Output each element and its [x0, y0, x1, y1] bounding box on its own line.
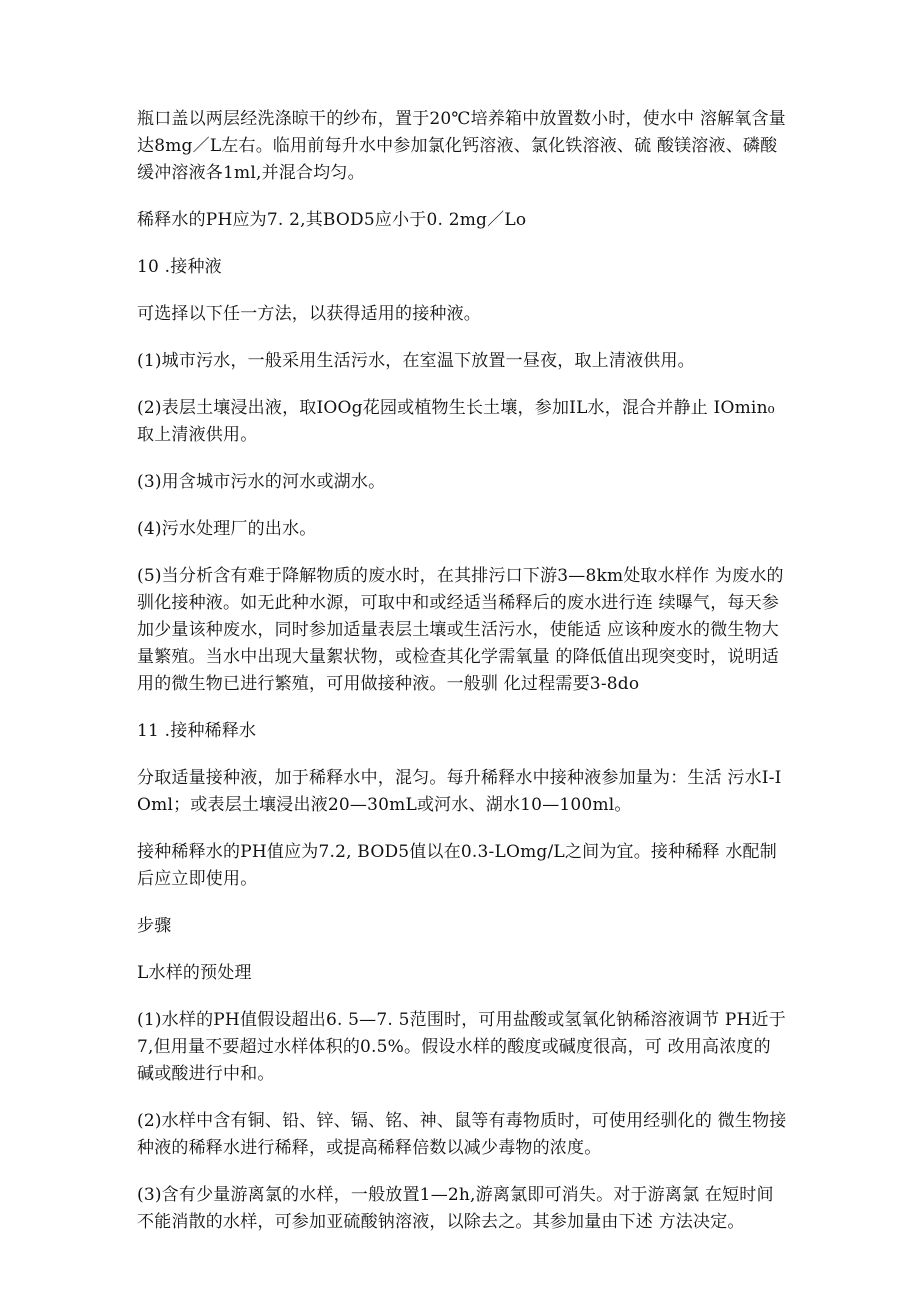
list-item-inoculum-2: (2)表层土壤浸出液，取IOOg花园或植物生长土壤，参加IL水，混合并静止 IOmin₀取上清液供用。: [137, 398, 775, 445]
list-item-pretreatment-2: (2)水样中含有铜、铅、锌、镉、铭、神、鼠等有毒物质时，可使用经驯化的 微生物接种液的稀释水进行稀释，或提高稀释倍数以减少毒物的浓度。: [137, 1111, 787, 1158]
list-item-pretreatment-3: (3)含有少量游离氯的水样，一般放置1—2h,游离氯即可消失。对于游离氯 在短时间不能消散的水样，可参加亚硫酸钠溶液，以除去之。其参加量由下述 方法决定。: [137, 1185, 774, 1232]
list-item-inoculum-3: (3)用含城市污水的河水或湖水。: [137, 472, 386, 492]
section-heading-sample-pretreatment: L水样的预处理: [137, 963, 252, 983]
paragraph-dilution-water-prep: 瓶口盖以两层经洗涤晾干的纱布，置于20℃培养箱中放置数小时，使水中 溶解氧含量达8mg／L左右。临用前每升水中参加氯化钙溶液、氯化铁溶液、硫 酸镁溶液、磷酸缓冲溶液各1ml,并混合均匀。: [137, 109, 786, 183]
paragraph-inoculum-intro: 可选择以下任一方法，以获得适用的接种液。: [137, 304, 481, 324]
list-item-pretreatment-1: (1)水样的PH值假设超出6. 5—7. 5范围时，可用盐酸或氢氧化钠稀溶液调节 PH近于7,但用量不要超过水样体积的0.5%。假设水样的酸度或碱度很高，可 改用高浓度的碱或酸进行中和。: [137, 1010, 786, 1084]
section-heading-procedure: 步骤: [137, 916, 172, 936]
document-page: [137, 106, 787, 1256]
paragraph-dilution-water-ph: 稀释水的PH应为7. 2,其BOD5应小于0. 2mg／Lo: [137, 210, 527, 230]
list-item-inoculum-5: (5)当分析含有难于降解物质的废水时，在其排污口下游3—8km处取水样作 为废水的驯化接种液。如无此种水源，可取中和或经适当稀释后的废水进行连 续曝气，每天参加少量该种废水，同时参加适量表层土壤或生活污水，使能适 应该种废水的微生物大量繁殖。当水中出现大量絮状物，或检查其化学需氧量 的降低值出现突变时，说明适用的微生物已进行繁殖，可用做接种液。一般驯 化过程需要3-8do: [137, 566, 784, 694]
section-heading-inoculum: 10 .接种液: [137, 257, 222, 277]
paragraph-inoculated-dilution-prep: 分取适量接种液，加于稀释水中，混匀。每升稀释水中接种液参加量为：生活 污水I-IOml；或表层土壤浸出液20—30mL或河水、湖水10—100ml。: [137, 768, 782, 815]
list-item-inoculum-4: (4)污水处理厂的出水。: [137, 519, 317, 539]
paragraph-inoculated-dilution-ph: 接种稀释水的PH值应为7.2, BOD5值以在0.3-LOmg/L之间为宜。接种稀释 水配制后应立即使用。: [137, 842, 777, 889]
section-heading-inoculated-dilution-water: 11 .接种稀释水: [137, 721, 257, 741]
list-item-inoculum-1: (1)城市污水，一般采用生活污水，在室温下放置一昼夜，取上清液供用。: [137, 351, 695, 371]
